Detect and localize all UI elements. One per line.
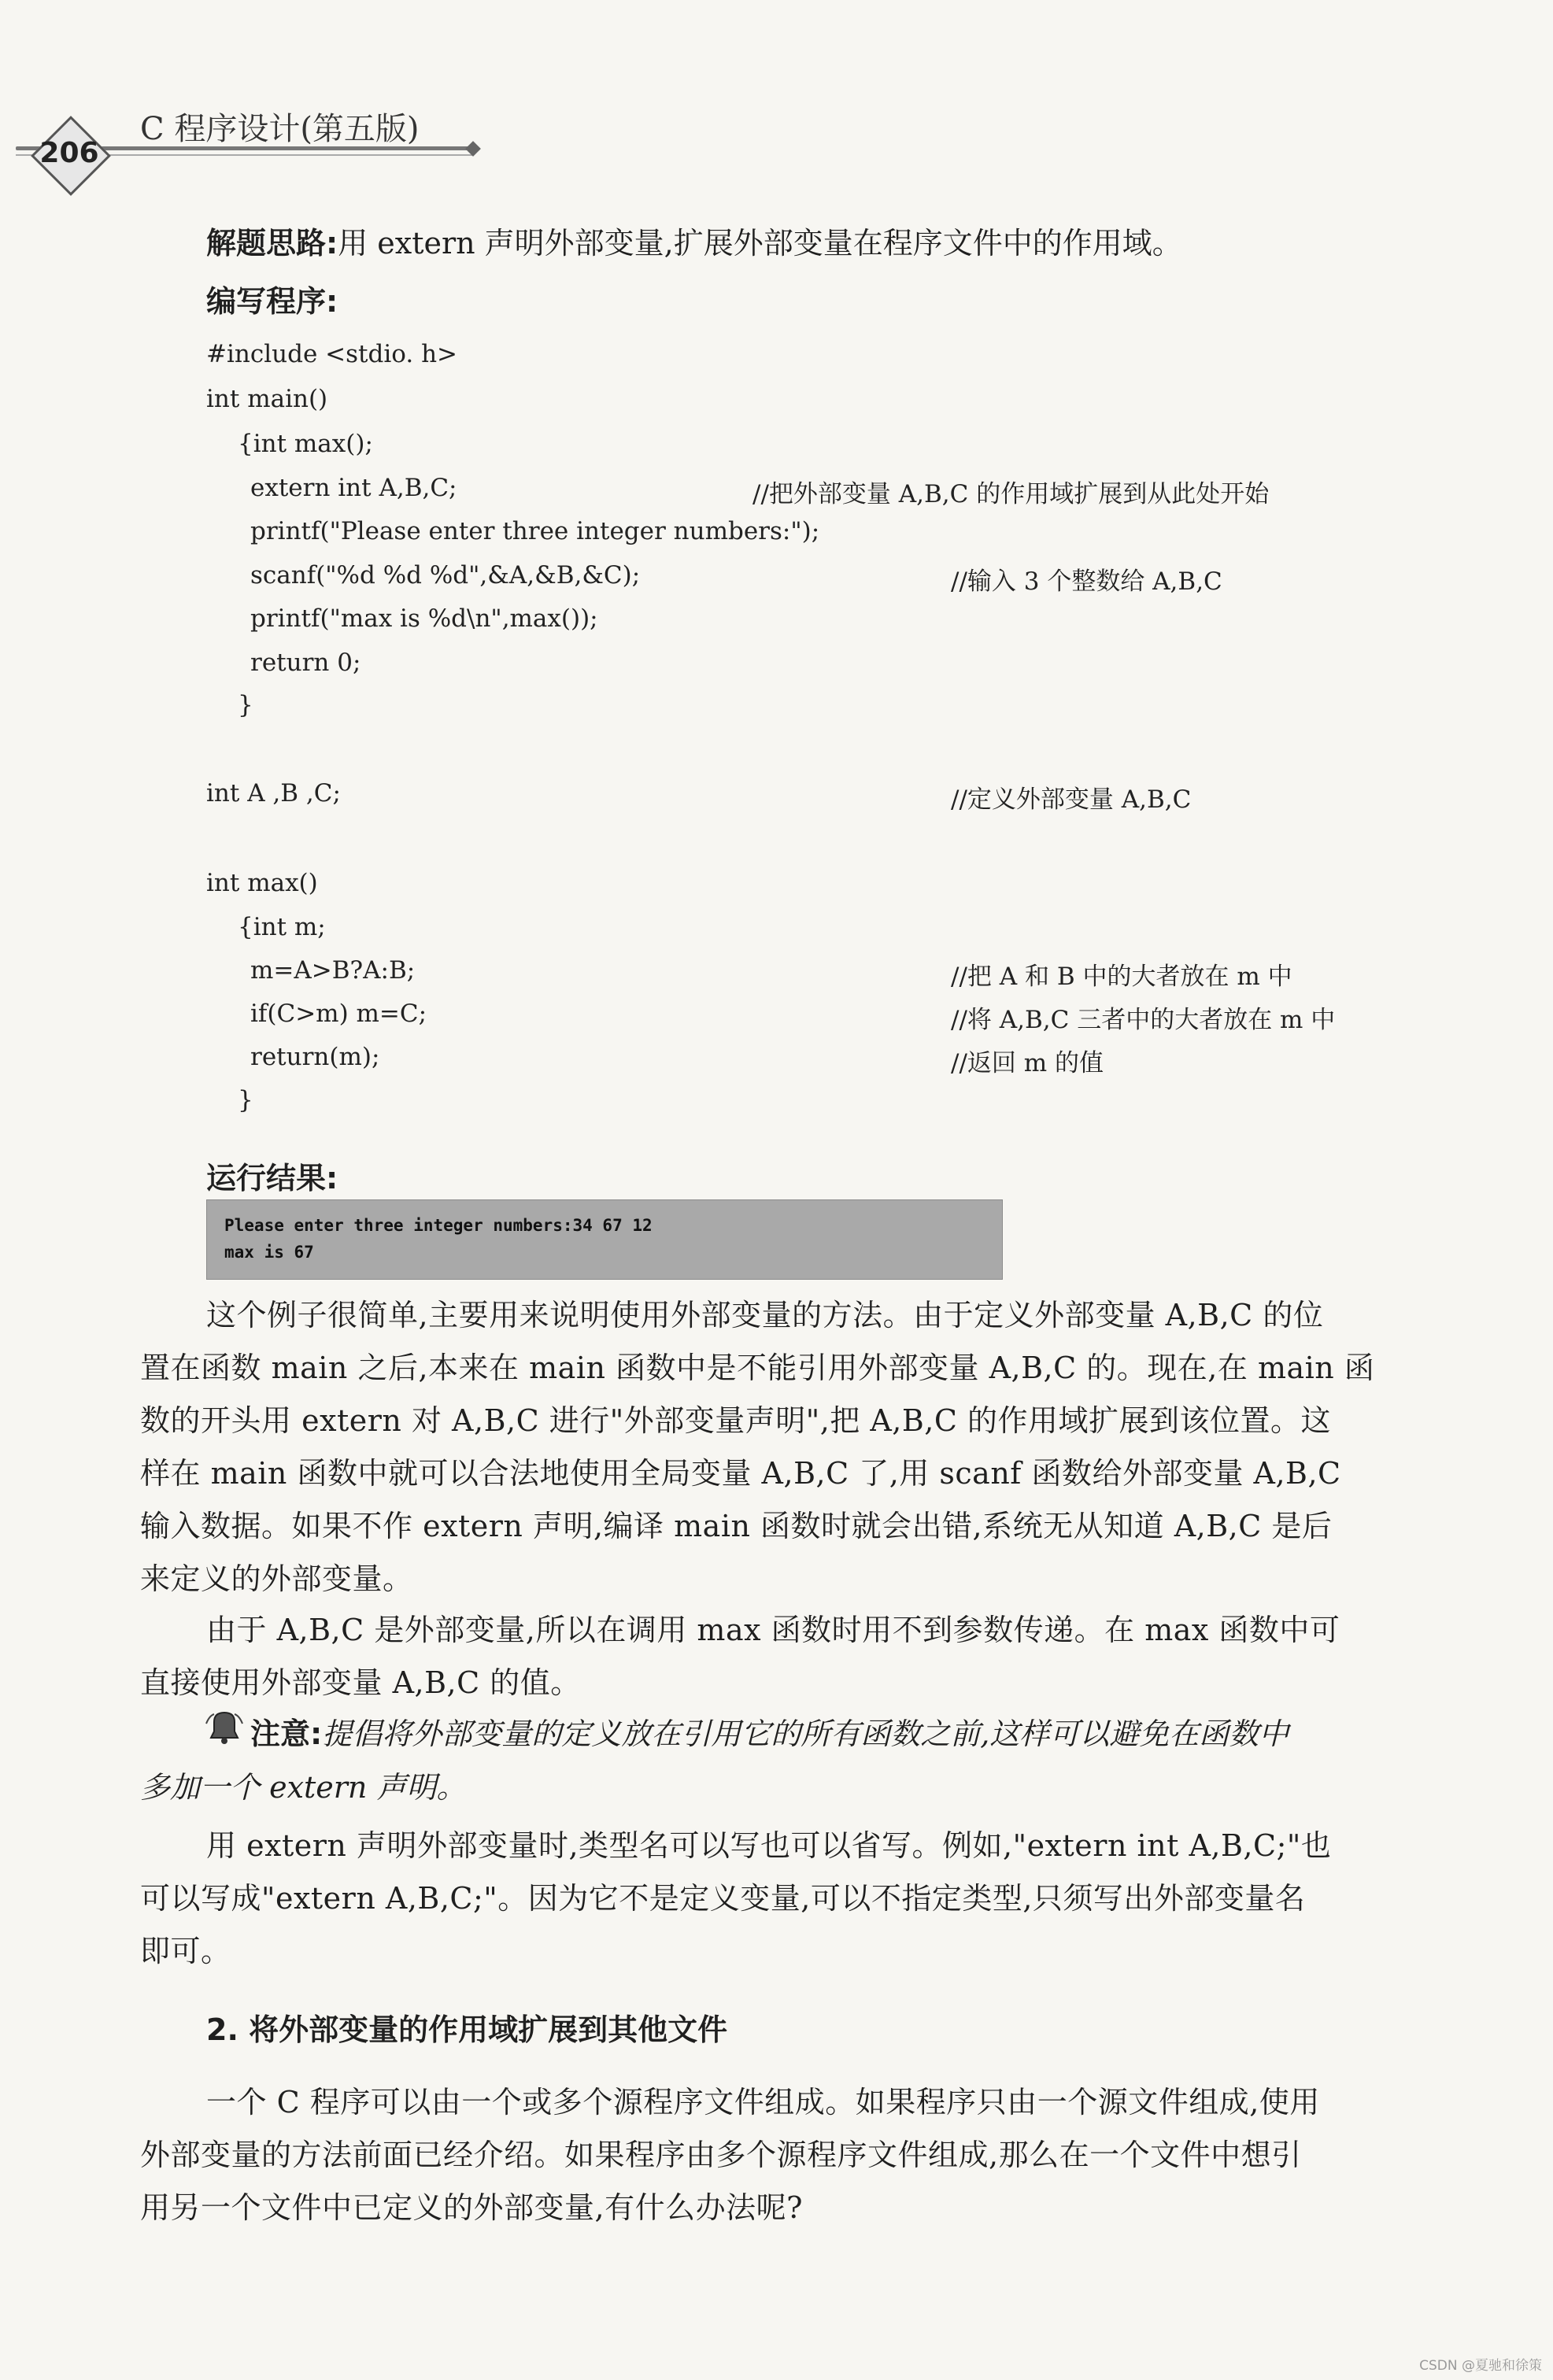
note-text: 提倡将外部变量的定义放在引用它的所有函数之前,这样可以避免在函数中 xyxy=(322,1717,1289,1751)
code-line: printf("Please enter three integer numbers:"); xyxy=(250,517,820,545)
code-line: m=A>B?A:B; xyxy=(250,956,416,985)
code-comment: //输入 3 个整数给 A,B,C xyxy=(951,567,1222,596)
console-line: max is 67 xyxy=(224,1243,314,1262)
paragraph-line: 可以写成"extern A,B,C;"。因为它不是定义变量,可以不指定类型,只须写出外部变量名 xyxy=(140,1881,1306,1916)
paragraph-line: 这个例子很简单,主要用来说明使用外部变量的方法。由于定义外部变量 A,B,C 的位 xyxy=(206,1298,1324,1332)
note-label: 注意: xyxy=(250,1717,323,1751)
code-line: printf("max is %d\n",max()); xyxy=(250,604,598,633)
approach-label: 解题思路: xyxy=(206,226,338,261)
note-line-2: 多加一个 extern 声明。 xyxy=(140,1770,467,1805)
paragraph-line: 来定义的外部变量。 xyxy=(140,1561,413,1596)
paragraph-line: 即可。 xyxy=(140,1934,231,1968)
paragraph-line: 置在函数 main 之后,本来在 main 函数中是不能引用外部变量 A,B,C 的。现在,在 main 函 xyxy=(140,1351,1375,1385)
code-line: } xyxy=(238,691,253,719)
code-line: {int m; xyxy=(238,913,326,941)
note-line xyxy=(250,1709,1289,1753)
running-title: C 程序设计(第五版) xyxy=(140,111,420,147)
code-line: {int max(); xyxy=(238,430,373,458)
code-line: return 0; xyxy=(250,649,361,677)
page-number-badge xyxy=(33,118,105,190)
approach-line xyxy=(206,219,1182,262)
code-comment: //把外部变量 A,B,C 的作用域扩展到从此处开始 xyxy=(752,480,1270,508)
paragraph-line: 外部变量的方法前面已经介绍。如果程序由多个源程序文件组成,那么在一个文件中想引 xyxy=(140,2138,1302,2172)
paragraph-line: 用 extern 声明外部变量时,类型名可以写也可以省写。例如,"extern int A,B,C;"也 xyxy=(206,1828,1332,1863)
code-line: } xyxy=(238,1086,253,1114)
code-line: if(C>m) m=C; xyxy=(250,1000,427,1028)
paragraph-line: 数的开头用 extern 对 A,B,C 进行"外部变量声明",把 A,B,C 的作用域扩展到该位置。这 xyxy=(140,1403,1332,1438)
code-line: int main() xyxy=(206,385,328,413)
code-comment: //定义外部变量 A,B,C xyxy=(951,785,1192,814)
code-line: scanf("%d %d %d",&A,&B,&C); xyxy=(250,561,641,589)
code-line: int A ,B ,C; xyxy=(206,779,341,808)
code-line: return(m); xyxy=(250,1043,380,1071)
console-line: Please enter three integer numbers:34 67 12 xyxy=(224,1216,653,1235)
source-watermark: CSDN @夏驰和徐策 xyxy=(1419,2358,1542,2374)
code-comment: //把 A 和 B 中的大者放在 m 中 xyxy=(951,963,1292,991)
console-output xyxy=(206,1199,1003,1280)
paragraph-line: 一个 C 程序可以由一个或多个源程序文件组成。如果程序只由一个源文件组成,使用 xyxy=(206,2085,1320,2119)
paragraph-line: 由于 A,B,C 是外部变量,所以在调用 max 函数时用不到参数传递。在 max 函数中可 xyxy=(206,1613,1340,1647)
code-line: #include <stdio. h> xyxy=(206,340,458,368)
section-heading: 2. 将外部变量的作用域扩展到其他文件 xyxy=(206,2012,728,2047)
approach-text: 用 extern 声明外部变量,扩展外部变量在程序文件中的作用域。 xyxy=(338,226,1182,261)
paragraph-line: 样在 main 函数中就可以合法地使用全局变量 A,B,C 了,用 scanf 函数给外部变量 A,B,C xyxy=(140,1456,1341,1491)
page-number: 206 xyxy=(39,137,99,169)
code-comment: //将 A,B,C 三者中的大者放在 m 中 xyxy=(951,1006,1336,1034)
paragraph-line: 直接使用外部变量 A,B,C 的值。 xyxy=(140,1665,581,1700)
paragraph-line: 用另一个文件中已定义的外部变量,有什么办法呢? xyxy=(140,2190,803,2225)
paragraph-line: 输入数据。如果不作 extern 声明,编译 main 函数时就会出错,系统无从知道 A,B,C 是后 xyxy=(140,1509,1333,1543)
code-comment: //返回 m 的值 xyxy=(951,1049,1104,1077)
code-line: extern int A,B,C; xyxy=(250,474,457,502)
program-label: 编写程序: xyxy=(206,284,338,319)
code-line: int max() xyxy=(206,869,318,897)
result-label: 运行结果: xyxy=(206,1161,338,1196)
note-bell-icon xyxy=(203,1708,247,1746)
